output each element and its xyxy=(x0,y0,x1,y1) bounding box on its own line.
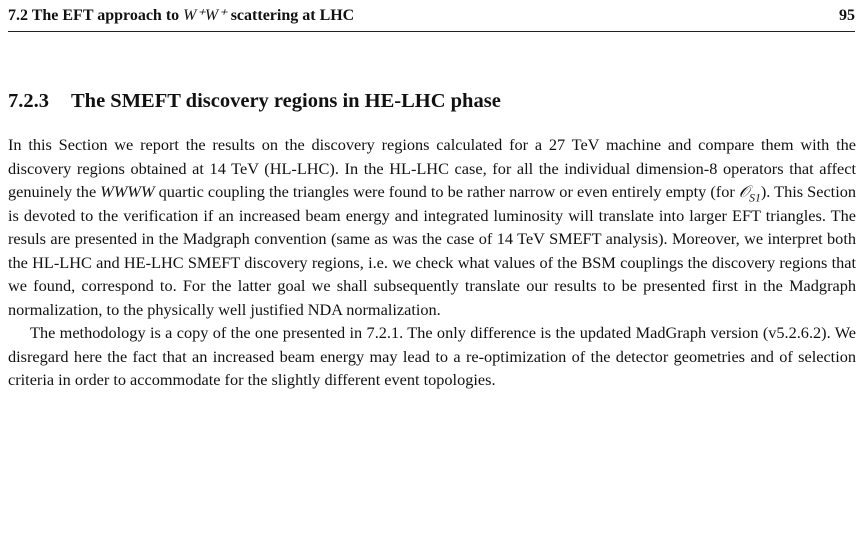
running-head-title-prefix: 7.2 The EFT approach to xyxy=(8,7,184,24)
body-text xyxy=(8,133,856,392)
section-heading xyxy=(8,89,501,113)
running-head xyxy=(8,6,855,26)
paragraph-1-part-b: quartic coupling the triangles were found to be rather narrow or even entirely empty (for xyxy=(154,182,739,201)
running-head-title xyxy=(8,6,354,26)
running-head-math: W⁺W⁺ xyxy=(183,7,227,24)
math-operator-subscript: S1 xyxy=(749,191,761,205)
page-number: 95 xyxy=(839,7,855,24)
math-wwww: WWWW xyxy=(100,182,155,201)
paragraph-1-part-a: In this Section we report the results on the discovery regions calculated for a 27 TeV machine and compare them with the discovery regions obtained at 14 TeV (HL-LHC). In the HL-LHC case, for all the individual dimension-8 operators that affect genuinely the xyxy=(8,135,856,201)
math-operator-os1 xyxy=(738,182,761,205)
header-rule xyxy=(8,31,855,32)
math-operator-symbol: 𝒪 xyxy=(738,182,750,201)
paragraph-1-part-c: ). This Section is devoted to the verification if an increased beam energy and integrated luminosity will translate into larger EFT triangles. The resuls are presented in the Madgraph convention (same as was the case of 14 TeV SMEFT analysis). Moreover, we interpret both the HL-LHC and HE-LHC SMEFT discovery regions, i.e. we check what values of the BSM couplings the discovery regions that we found, correspond to. For the latter goal we shall subsequently translate our results to be presented first in the Madgraph normalization, to the physically well justified NDA normalization. xyxy=(8,182,856,319)
running-head-title-suffix: scattering at LHC xyxy=(226,7,355,24)
paragraph-2: The methodology is a copy of the one presented in 7.2.1. The only difference is the updated MadGraph version (v5.2.6.2). We disregard here the fact that an increased beam energy may lead to a re-optimization of the detector geometries and of selection criteria in order to accommodate for the slightly different event topologies. xyxy=(8,323,856,389)
paragraph-1 xyxy=(8,133,856,321)
section-title: The SMEFT discovery regions in HE-LHC phase xyxy=(71,90,501,112)
section-number: 7.2.3 xyxy=(8,90,49,112)
